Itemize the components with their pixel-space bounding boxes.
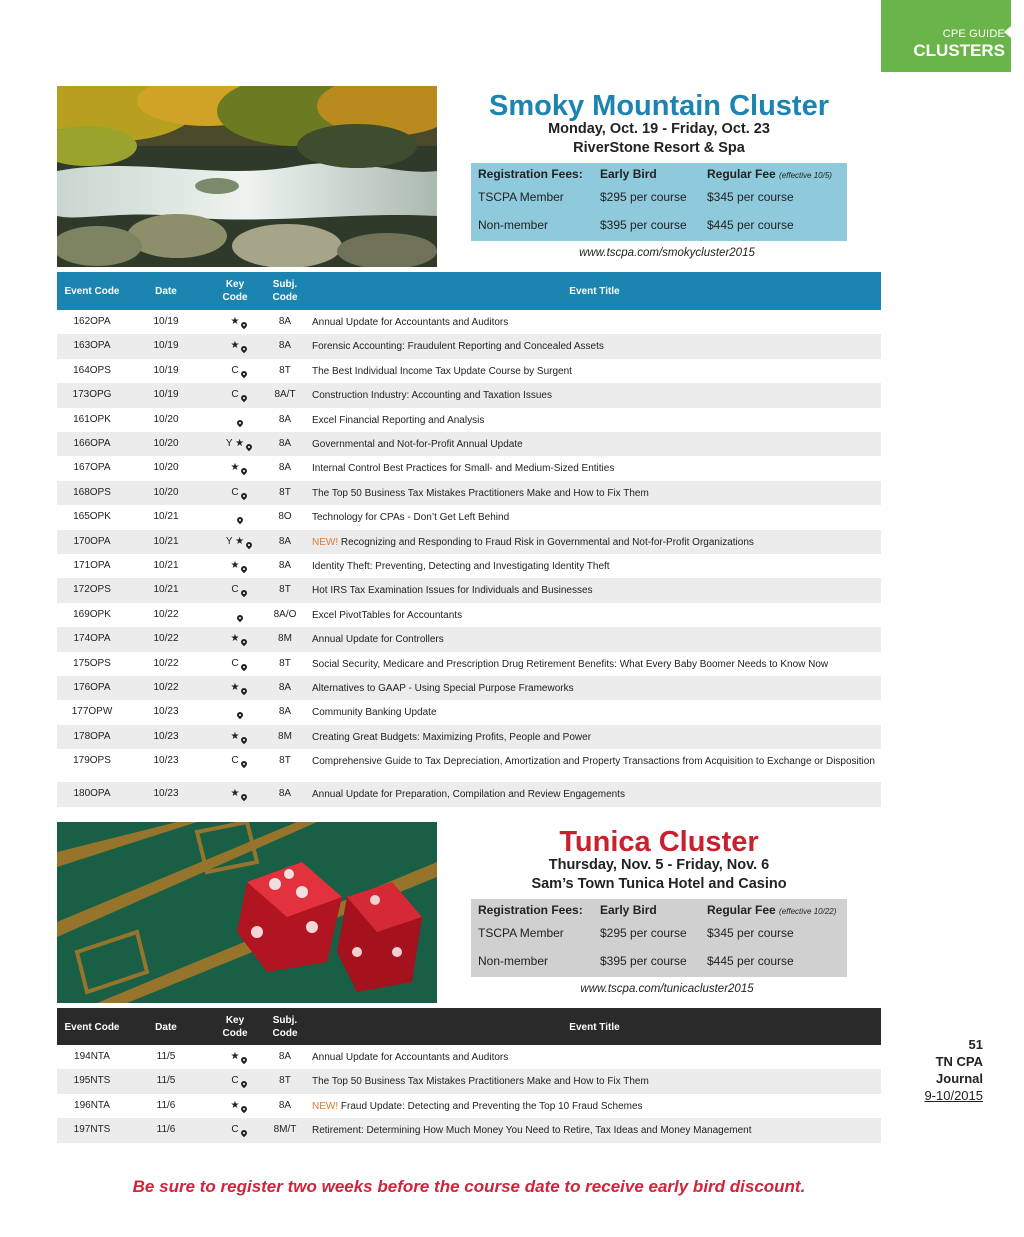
key-code	[207, 536, 263, 547]
event-code: 169OPK	[73, 608, 111, 620]
location-pin-icon	[239, 1129, 247, 1137]
location-pin-icon	[236, 614, 244, 622]
fees-header-row	[471, 167, 847, 187]
subject-code: 8T	[279, 486, 291, 498]
location-pin-icon	[240, 565, 248, 573]
location-pin-icon	[240, 687, 248, 695]
page-number: 51	[968, 1037, 983, 1052]
event-date: 10/23	[153, 730, 179, 742]
event-code: 165OPK	[73, 511, 111, 523]
fees-regular-value: $345 per course	[707, 926, 794, 940]
publication-section: Journal	[936, 1071, 983, 1086]
event-title-text: Forensic Accounting: Fraudulent Reporting and Concealed Assets	[312, 341, 604, 353]
col-event-code: Event Code	[64, 286, 120, 297]
tunica-table-header	[57, 1008, 881, 1045]
smoky-fees-table	[471, 163, 847, 241]
tunica-fees-table	[471, 899, 847, 977]
location-pin-icon	[240, 345, 248, 353]
fees-regular-header: Regular Fee (effective 10/5)	[707, 167, 832, 181]
event-date: 11/5	[156, 1075, 176, 1087]
table-row	[57, 676, 881, 700]
event-code: 162OPA	[73, 316, 111, 327]
event-code: 164OPS	[73, 364, 111, 376]
event-code: 167OPA	[73, 462, 111, 474]
event-code: 180OPA	[73, 788, 111, 800]
location-pin-icon	[239, 394, 247, 402]
key-code-symbols: ★	[230, 788, 240, 800]
key-code	[207, 584, 263, 595]
event-date: 10/19	[153, 389, 179, 401]
subject-code: 8T	[279, 755, 291, 767]
key-code-symbols: ★	[230, 462, 240, 474]
event-title	[312, 438, 877, 451]
event-date: 10/23	[153, 706, 179, 718]
location-pin-icon	[239, 589, 247, 597]
subject-code: 8A	[278, 1051, 292, 1062]
event-date: 11/5	[156, 1051, 176, 1062]
key-code	[207, 438, 263, 449]
event-code: 168OPS	[73, 486, 111, 498]
new-badge: NEW!	[312, 536, 339, 548]
key-code	[207, 1075, 263, 1086]
fees-label: Registration Fees:	[478, 903, 583, 917]
key-code-symbols: Y ★	[225, 535, 245, 547]
event-code: 195NTS	[73, 1075, 111, 1087]
subject-code: 8T	[279, 364, 291, 376]
location-pin-icon	[240, 321, 248, 329]
event-date: 10/20	[153, 438, 179, 449]
smoky-cluster-title: Smoky Mountain Cluster	[489, 90, 829, 122]
key-code-symbols: ★	[230, 560, 240, 571]
event-code: 177OPW	[71, 706, 113, 718]
event-date: 10/20	[153, 486, 179, 498]
publication-name: TN CPA	[935, 1054, 983, 1069]
col-date: Date	[155, 286, 177, 297]
event-code: 194NTA	[74, 1051, 110, 1062]
event-title-text: Identity Theft: Preventing, Detecting and Investigating Identity Theft	[312, 561, 610, 572]
fees-early-header: Early Bird	[600, 903, 657, 917]
tunica-cluster-link[interactable]: www.tscpa.com/tunicacluster2015	[580, 983, 754, 995]
key-code-symbols: ★	[230, 1099, 240, 1111]
event-title	[312, 316, 877, 329]
event-title	[312, 609, 877, 622]
event-title-text: Recognizing and Responding to Fraud Risk in Governmental and Not-for-Profit Organizations	[340, 536, 754, 548]
table-row	[57, 359, 881, 383]
event-title	[312, 1075, 877, 1088]
location-pin-icon	[236, 418, 244, 426]
event-date: 10/20	[153, 462, 179, 474]
event-title-text: The Top 50 Business Tax Mistakes Practitioners Make and How to Fix Them	[312, 487, 649, 499]
event-title-text: Annual Update for Accountants and Auditors	[312, 1052, 509, 1063]
subject-code: 8M	[278, 730, 292, 742]
event-title-text: The Top 50 Business Tax Mistakes Practitioners Make and How to Fix Them	[312, 1076, 649, 1088]
key-code-symbols: ★	[230, 340, 240, 352]
location-pin-icon	[236, 516, 244, 524]
table-row	[57, 505, 881, 529]
col-key-code: Key Code	[222, 1015, 248, 1039]
event-title-text: Community Banking Update	[312, 707, 437, 719]
table-row	[57, 627, 881, 651]
smoky-cluster-dates: Monday, Oct. 19 - Friday, Oct. 23	[548, 121, 770, 137]
event-date: 10/22	[153, 682, 179, 693]
fees-early-value: $295 per course	[600, 190, 687, 204]
subject-code: 8T	[279, 1075, 291, 1087]
event-title	[312, 731, 877, 744]
tab-notch	[1004, 26, 1011, 38]
table-row	[57, 603, 881, 627]
key-code	[207, 682, 263, 693]
location-pin-icon	[239, 662, 247, 670]
key-code	[207, 340, 263, 351]
event-title-text: Annual Update for Preparation, Compilation and Review Engagements	[312, 789, 625, 801]
event-code: 166OPA	[73, 438, 111, 449]
event-title	[312, 788, 877, 801]
subject-code: 8T	[279, 657, 291, 669]
event-date: 10/21	[153, 584, 179, 596]
table-row	[57, 334, 881, 358]
table-row	[57, 782, 881, 806]
event-title-text: Excel Financial Reporting and Analysis	[312, 414, 485, 426]
fees-row-member	[471, 190, 847, 210]
event-title	[312, 1100, 877, 1113]
event-title	[312, 658, 877, 671]
subject-code: 8A	[278, 535, 292, 547]
key-code-symbols: C	[231, 364, 239, 376]
event-code: 175OPS	[73, 657, 111, 669]
event-date: 10/22	[153, 608, 179, 620]
subject-code: 8A	[278, 340, 292, 352]
event-title-text: Hot IRS Tax Examination Issues for Individuals and Businesses	[312, 585, 593, 597]
fees-early-header: Early Bird	[600, 167, 657, 181]
col-subj-code: Subj. Code	[272, 279, 298, 303]
event-date: 10/23	[153, 788, 179, 800]
table-row	[57, 481, 881, 505]
col-key-code: Key Code	[222, 279, 248, 303]
event-title-text: The Best Individual Income Tax Update Course by Surgent	[312, 365, 572, 377]
event-title	[312, 1124, 877, 1137]
location-pin-icon	[245, 443, 253, 451]
subject-code: 8A/T	[274, 389, 296, 401]
table-row	[57, 408, 881, 432]
location-pin-icon	[239, 370, 247, 378]
event-date: 10/19	[153, 340, 179, 352]
subject-code: 8M/T	[273, 1124, 297, 1136]
event-title	[312, 340, 877, 353]
event-title	[312, 1051, 877, 1064]
event-title	[312, 414, 877, 427]
event-title-text: Technology for CPAs - Don’t Get Left Behind	[312, 512, 510, 524]
key-code-symbols: C	[231, 1075, 239, 1087]
event-date: 10/21	[153, 560, 179, 571]
table-row	[57, 310, 881, 334]
table-row	[57, 749, 881, 782]
table-row	[57, 578, 881, 602]
event-date: 10/22	[153, 657, 179, 669]
event-code: 172OPS	[73, 584, 111, 596]
key-code	[207, 487, 263, 498]
subject-code: 8M	[278, 633, 292, 645]
col-date: Date	[155, 1022, 177, 1033]
fees-header-row	[471, 903, 847, 923]
table-row	[57, 700, 881, 724]
location-pin-icon	[239, 760, 247, 768]
event-title-text: Annual Update for Controllers	[312, 634, 444, 646]
event-title	[312, 462, 877, 475]
event-title-text: Excel PivotTables for Accountants	[312, 609, 463, 621]
subject-code: 8A	[278, 413, 292, 425]
fees-regular-value: $445 per course	[707, 218, 794, 232]
event-title	[312, 365, 877, 378]
key-code-symbols: C	[231, 755, 239, 767]
key-code	[207, 658, 263, 669]
key-code-symbols: C	[231, 1124, 239, 1136]
tunica-cluster-title: Tunica Cluster	[559, 826, 759, 858]
event-title	[312, 389, 877, 402]
key-code	[207, 389, 263, 400]
event-date: 10/21	[153, 535, 179, 547]
tunica-cluster-dates: Thursday, Nov. 5 - Friday, Nov. 6	[548, 857, 770, 873]
table-row	[57, 554, 881, 578]
table-row	[57, 530, 881, 554]
key-code-symbols: ★	[230, 1051, 240, 1062]
event-code: 163OPA	[73, 340, 111, 352]
location-pin-icon	[240, 1056, 248, 1064]
event-title-text: Fraud Update: Detecting and Preventing the Top 10 Fraud Schemes	[340, 1100, 643, 1112]
subject-code: 8A/O	[273, 608, 297, 620]
event-title	[312, 682, 877, 695]
event-date: 10/21	[153, 511, 179, 523]
table-row	[57, 652, 881, 676]
key-code-symbols: ★	[230, 730, 240, 742]
location-pin-icon	[240, 467, 248, 475]
location-pin-icon	[240, 1105, 248, 1113]
location-pin-icon	[239, 492, 247, 500]
key-code	[207, 633, 263, 644]
subject-code: 8A	[278, 788, 292, 800]
subject-code: 8A	[278, 438, 292, 449]
location-pin-icon	[240, 793, 248, 801]
fees-row-nonmember	[471, 954, 847, 974]
key-code	[207, 365, 263, 376]
event-title-text: Creating Great Budgets: Maximizing Profits, People and Power	[312, 731, 592, 743]
fees-row-label: TSCPA Member	[478, 926, 564, 940]
dice-photo	[57, 822, 437, 1003]
event-code: 161OPK	[73, 413, 111, 425]
event-title	[312, 633, 877, 646]
key-code-symbols: ★	[230, 316, 240, 327]
table-row	[57, 725, 881, 749]
smoky-cluster-venue: RiverStone Resort & Spa	[573, 140, 745, 156]
location-pin-icon	[236, 711, 244, 719]
key-code-symbols: C	[231, 486, 239, 498]
table-row	[57, 1118, 881, 1142]
key-code	[207, 755, 263, 766]
fees-early-value: $295 per course	[600, 926, 687, 940]
key-code-symbols: C	[231, 584, 239, 596]
location-pin-icon	[245, 540, 253, 548]
event-code: 170OPA	[73, 535, 111, 547]
fees-row-label: TSCPA Member	[478, 190, 564, 204]
event-date: 10/20	[153, 413, 179, 425]
river-photo	[57, 86, 437, 267]
event-title-text: Governmental and Not-for-Profit Annual Update	[312, 439, 523, 450]
key-code	[207, 316, 263, 327]
fees-row-member	[471, 926, 847, 946]
event-date: 10/23	[153, 755, 179, 767]
event-code: 178OPA	[73, 730, 111, 742]
location-pin-icon	[239, 1080, 247, 1088]
smoky-cluster-link[interactable]: www.tscpa.com/smokycluster2015	[579, 247, 755, 259]
key-code	[207, 731, 263, 742]
subject-code: 8A	[278, 316, 292, 327]
fees-regular-header: Regular Fee (effective 10/22)	[707, 903, 837, 917]
location-pin-icon	[240, 736, 248, 744]
fees-regular-value: $445 per course	[707, 954, 794, 968]
key-code	[207, 462, 263, 473]
new-badge: NEW!	[312, 1100, 339, 1112]
fees-row-label: Non-member	[478, 954, 549, 968]
fees-row-label: Non-member	[478, 218, 549, 232]
event-title	[312, 706, 877, 719]
event-date: 10/22	[153, 633, 179, 645]
key-code	[207, 1124, 263, 1135]
section-tab	[881, 0, 1011, 72]
event-title	[312, 536, 877, 549]
col-event-title: Event Title	[569, 1022, 620, 1033]
col-subj-code: Subj. Code	[272, 1015, 298, 1039]
key-code	[207, 1051, 263, 1062]
key-code-symbols: ★	[230, 633, 240, 645]
event-code: 196NTA	[74, 1099, 110, 1111]
event-title-text: Social Security, Medicare and Prescription Drug Retirement Benefits: What Every Baby Boomer Needs to Know Now	[312, 658, 829, 670]
event-title	[312, 755, 877, 768]
subject-code: 8A	[278, 560, 292, 571]
key-code	[207, 1100, 263, 1111]
event-title	[312, 511, 877, 524]
event-title-text: Construction Industry: Accounting and Taxation Issues	[312, 390, 552, 402]
issue-date: 9-10/2015	[924, 1088, 983, 1103]
key-code	[207, 788, 263, 799]
tunica-cluster-venue: Sam’s Town Tunica Hotel and Casino	[531, 876, 787, 892]
key-code-symbols: Y ★	[225, 438, 245, 449]
event-code: 171OPA	[73, 560, 111, 571]
section-tab-title: CLUSTERS	[913, 41, 1005, 60]
table-row	[57, 432, 881, 456]
event-title-text: Annual Update for Accountants and Auditors	[312, 317, 509, 328]
location-pin-icon	[240, 638, 248, 646]
event-title	[312, 584, 877, 597]
event-title-text: Comprehensive Guide to Tax Depreciation, Amortization and Property Transactions from Acquisition to Exchange or Disposition	[312, 756, 875, 768]
fees-label: Registration Fees:	[478, 167, 583, 181]
event-date: 11/6	[156, 1099, 176, 1111]
smoky-table-header	[57, 272, 881, 310]
key-code-symbols: C	[231, 389, 239, 401]
subject-code: 8A	[278, 706, 292, 718]
subject-code: 8T	[279, 584, 291, 596]
event-title-text: Internal Control Best Practices for Small- and Medium-Sized Entities	[312, 463, 615, 475]
key-code-symbols: C	[231, 657, 239, 669]
footer-note: Be sure to register two weeks before the course date to receive early bird discount.	[132, 1177, 806, 1196]
subject-code: 8A	[278, 1099, 292, 1111]
fees-early-value: $395 per course	[600, 218, 687, 232]
subject-code: 8O	[278, 511, 292, 523]
table-row	[57, 456, 881, 480]
table-row	[57, 383, 881, 407]
event-date: 11/6	[156, 1124, 176, 1136]
subject-code: 8A	[278, 462, 292, 474]
col-event-title: Event Title	[569, 286, 620, 297]
table-row	[57, 1069, 881, 1093]
key-code	[207, 560, 263, 571]
event-code: 174OPA	[73, 633, 111, 645]
event-code: 179OPS	[73, 755, 111, 767]
event-title-text: Retirement: Determining How Much Money You Need to Retire, Tax Ideas and Money Management	[312, 1125, 752, 1137]
event-title-text: Alternatives to GAAP - Using Special Purpose Frameworks	[312, 683, 574, 694]
page-info	[905, 1036, 983, 1104]
table-row	[57, 1094, 881, 1118]
event-title	[312, 487, 877, 500]
event-code: 197NTS	[73, 1124, 111, 1136]
fees-regular-value: $345 per course	[707, 190, 794, 204]
col-event-code: Event Code	[64, 1022, 120, 1033]
event-date: 10/19	[153, 316, 179, 327]
event-code: 173OPG	[72, 389, 112, 401]
key-code-symbols: ★	[230, 682, 240, 693]
event-title	[312, 560, 877, 573]
fees-early-value: $395 per course	[600, 954, 687, 968]
section-tab-label: CPE GUIDE	[942, 28, 1005, 40]
fees-row-nonmember	[471, 218, 847, 238]
table-row	[57, 1045, 881, 1069]
subject-code: 8A	[278, 682, 292, 693]
event-code: 176OPA	[73, 682, 111, 693]
event-date: 10/19	[153, 364, 179, 376]
